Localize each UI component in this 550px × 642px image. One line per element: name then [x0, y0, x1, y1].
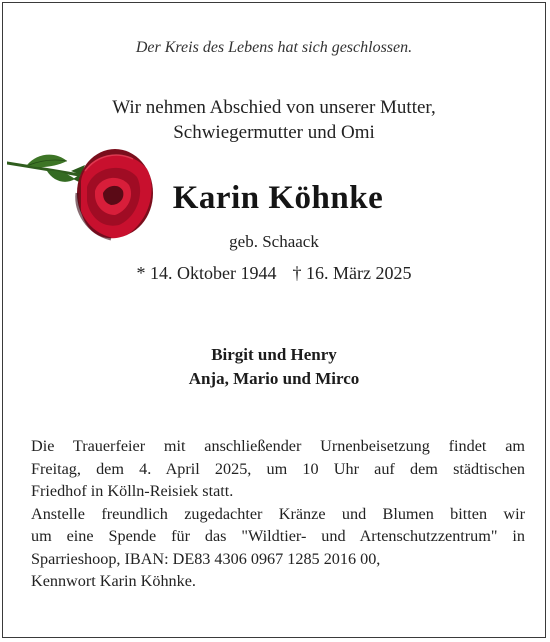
notice-line-2: Freitag, dem 4. April 2025, um 10 Uhr auf dem städtischen — [31, 459, 525, 478]
notice-line-4: Anstelle freundlich zugedachter Kränze und Blumen bitten wir — [31, 504, 525, 523]
family-names — [3, 343, 545, 391]
intro-line-1: Wir nehmen Abschied von unserer Mutter, — [112, 97, 436, 118]
death-date: † 16. März 2025 — [292, 263, 412, 283]
notice-line-7: Kennwort Karin Köhnke. — [31, 572, 196, 590]
notice-line-5: um eine Spende für das "Wildtier- und Artenschutzzentrum" in — [31, 527, 525, 545]
life-dates — [3, 263, 545, 284]
obituary-frame — [2, 2, 546, 638]
family-line-1: Birgit und Henry — [211, 345, 337, 364]
intro-text — [3, 95, 545, 145]
maiden-name: geb. Schaack — [229, 232, 319, 251]
notice-line-1: Die Trauerfeier mit anschließender Urnenbeisetzung findet am — [31, 437, 525, 455]
funeral-notice-text — [31, 435, 525, 593]
notice-line-3: Friedhof in Kölln-Reisiek statt. — [31, 482, 234, 500]
deceased-name: Karin Köhnke — [172, 180, 384, 216]
intro-line-2: Schwiegermutter und Omi — [173, 122, 375, 143]
motto-line: Der Kreis des Lebens hat sich geschlossen. — [135, 39, 413, 56]
birth-date: * 14. Oktober 1944 — [136, 263, 277, 283]
family-line-2: Anja, Mario und Mirco — [188, 369, 360, 388]
notice-line-6: Sparrieshoop, IBAN: DE83 4306 0967 1285 2016 00, — [31, 549, 381, 568]
